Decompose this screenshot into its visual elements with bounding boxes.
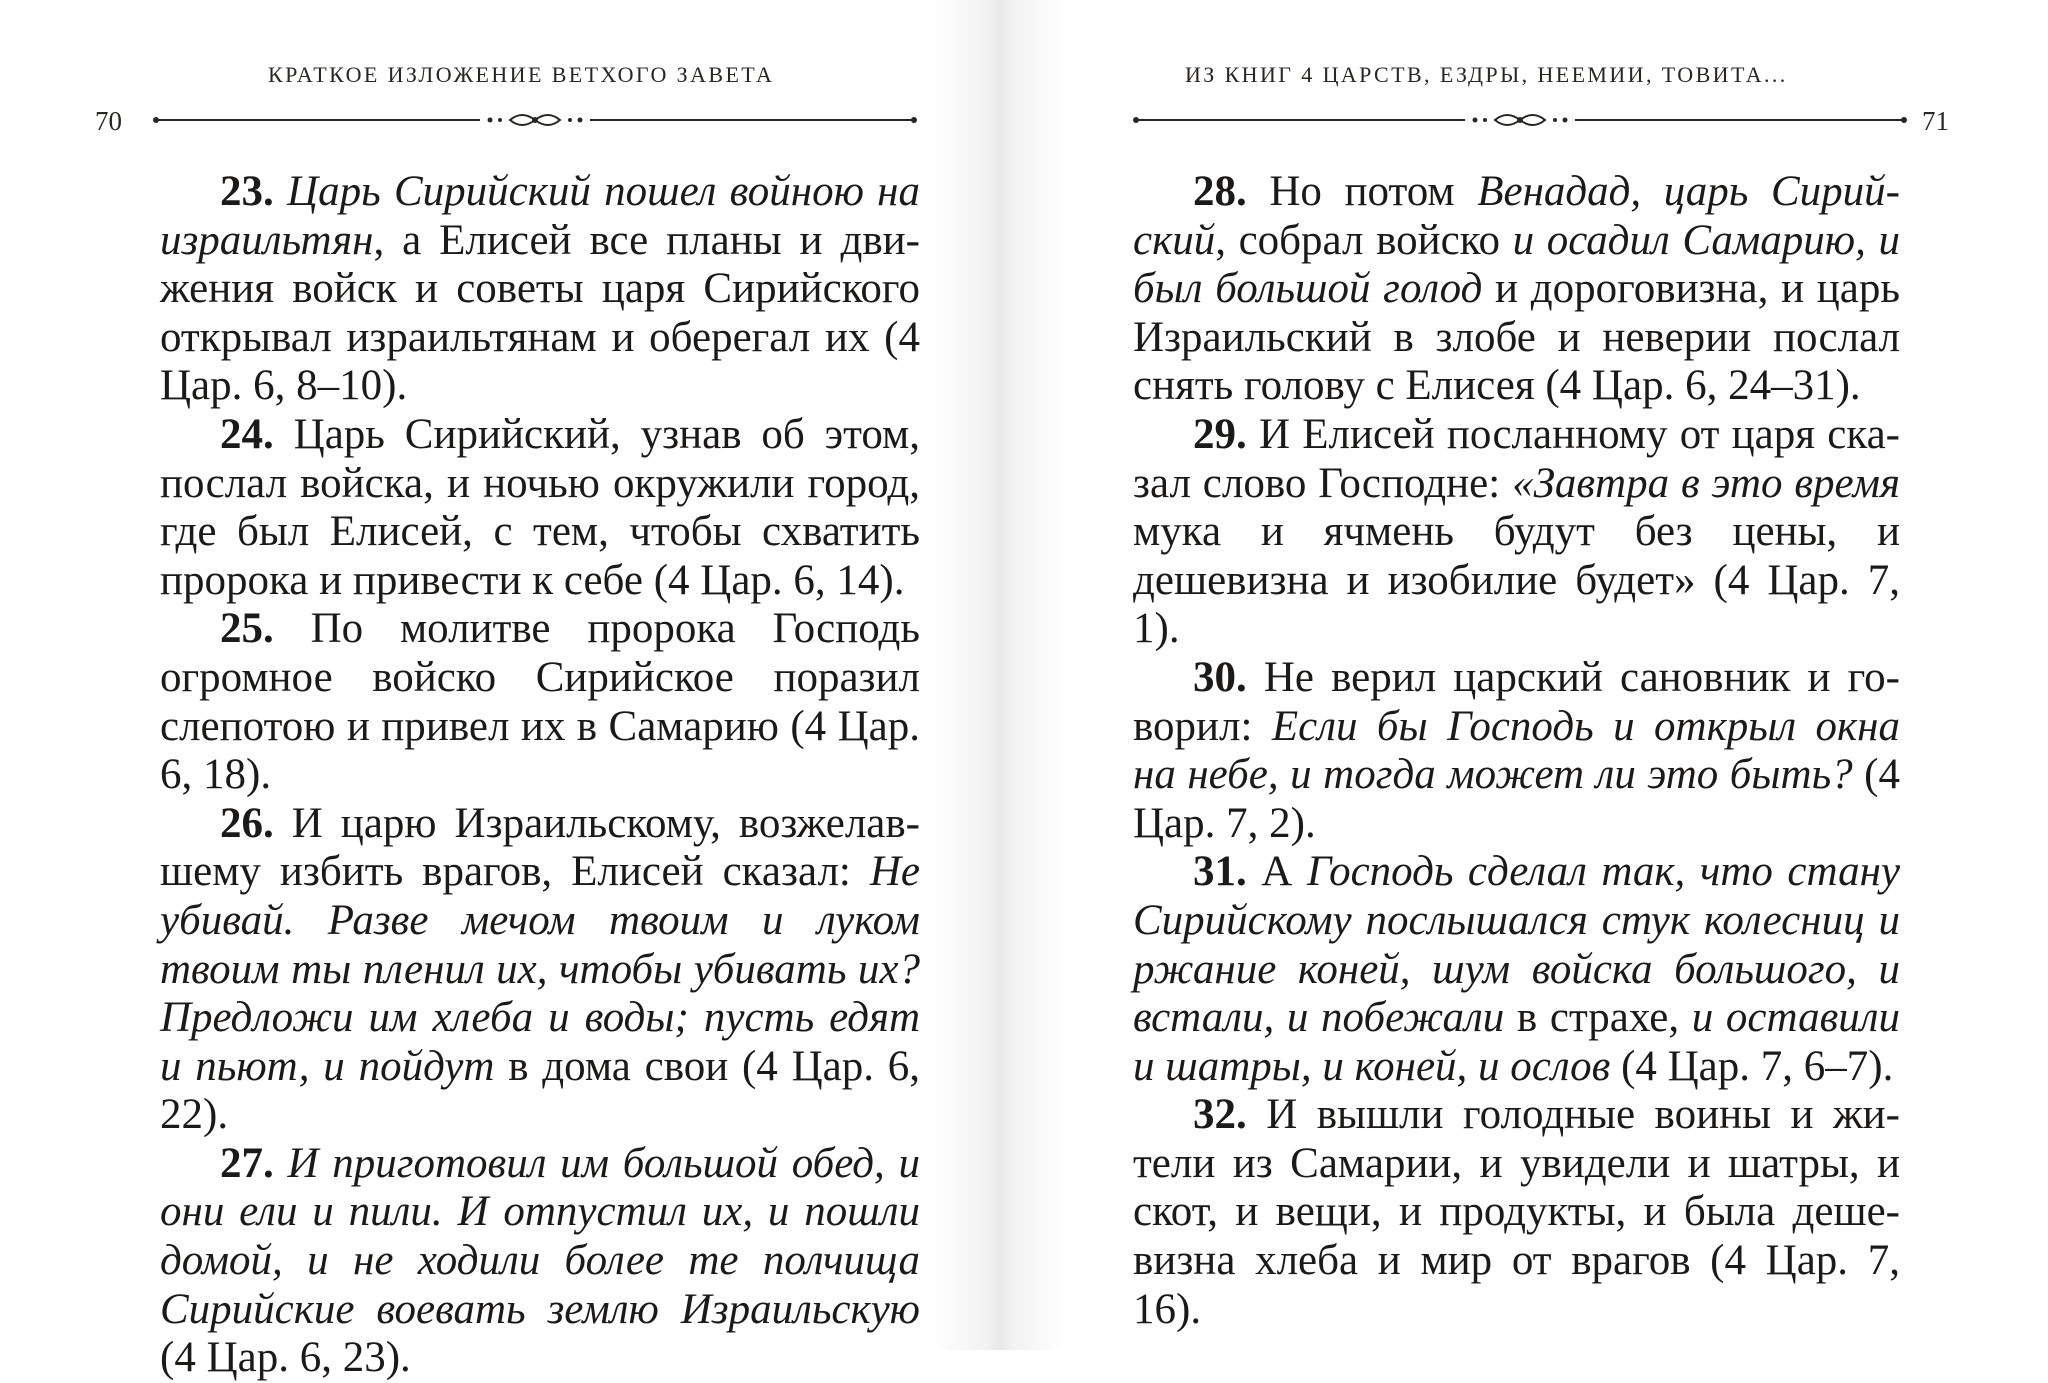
verse-text-italic: Царь Сирийский пошел войною на израильтян — [160, 168, 921, 264]
verse-number: 32. — [1193, 1091, 1247, 1139]
left-page — [0, 0, 1000, 1382]
page-number: 70 — [95, 106, 122, 136]
verse-text: мука и ячмень будут без цены, и дешевизна и изобилие будет» (4 Цар. 7, 1). — [1133, 508, 1900, 653]
verse-text-italic: и осадил Самарию, и был большой голод — [1133, 216, 1900, 313]
verse-paragraph — [1133, 1091, 1900, 1334]
running-header: ИЗ КНИГ 4 ЦАРСТВ, ЕЗДРЫ, НЕЕМИИ, ТОВИТА... — [1185, 62, 1788, 87]
verse-paragraph — [1133, 848, 1900, 1091]
verse-paragraph — [160, 605, 920, 799]
verse-number: 30. — [1193, 653, 1247, 701]
verse-text: И вышли голодные воины и жители из Самарии, и увидели и шатры, и скот, и вещи, и продукты, и была дешевизна хлеба и мир от врагов (4 Цар. 7, 16). — [1133, 1091, 1900, 1333]
verse-paragraph — [1133, 168, 1900, 411]
verse-text: и дороговизна, и царь Израильский в злобе и неверии послал снять голову с Елисея (4 Цар. 6, 24–31). — [1133, 265, 1900, 410]
verse-text: Но потом — [1246, 168, 1478, 215]
verse-paragraph — [160, 168, 920, 411]
verse-text: (4 Цар. 6, 23). — [160, 1334, 411, 1382]
verse-text: , а Елисей все планы и движения войск и советы царя Сирийского открывал израильтянам и оберегал их (4 Цар. 6, 8–10). — [160, 216, 920, 410]
verse-number: 27. — [220, 1139, 274, 1187]
verse-text: По молитве пророка Господь огромное войско Сирийское поразил слепотою и привел их в Самарию (4 Цар. 6, 18). — [160, 605, 920, 799]
right-page — [1000, 0, 2048, 1350]
verse-text-italic: Если бы Господь и открыл окна на небе, и тогда может ли это быть? — [1133, 702, 1900, 799]
right-text-block — [1133, 168, 1900, 1334]
verse-number: 28. — [1193, 168, 1247, 215]
verse-text-italic: Венадад, царь Сирийский — [1133, 168, 1900, 264]
verse-text: Царь Сирийский, узнав об этом, послал войска, и ночью окружили город, где был Елисей, с тем, чтобы схватить пророка и привести к себе (4 Цар. 6, 14). — [160, 410, 920, 604]
verse-text: И Елисей посланному от царя сказал слово Господне: — [1133, 410, 1900, 507]
verse-number: 24. — [220, 410, 274, 458]
verse-number: 29. — [1193, 410, 1247, 458]
verse-text: в страхе, — [1504, 994, 1692, 1042]
verse-paragraph — [160, 1140, 920, 1383]
verse-text-italic: и оставили и шатры, и коней, и ослов — [1133, 994, 1900, 1090]
verse-text: А — [1246, 848, 1307, 896]
running-header: КРАТКОЕ ИЗЛОЖЕНИЕ ВЕТХОГО ЗАВЕТА — [268, 62, 775, 87]
verse-number: 23. — [220, 168, 274, 215]
verse-text-italic: И приготовил им большой обед, и они ели и пили. И отпустил их, и пошли домой, и не ходили более те полчища Сирийские воевать землю Израильскую — [160, 1139, 920, 1333]
page-number: 71 — [1922, 106, 1949, 136]
ornament-rule — [150, 108, 920, 132]
verse-paragraph — [1133, 654, 1900, 848]
verse-text: (4 Цар. 7, 2). — [1133, 751, 1900, 847]
verse-text-italic: Господь сделал так, что стану Сирийскому послышался стук колесниц и ржание коней, шум войска большого, и встали, и побежали — [1133, 848, 1900, 1042]
verse-text-italic: Не убивай. Разве мечом твоим и луком твоим ты пленил их, чтобы убивать их? Предложи им хлеба и воды; пусть едят и пьют, и пойдут — [160, 848, 920, 1090]
verse-text: И царю Израильскому, возжелавшему избить врагов, Елисей сказал: — [160, 799, 920, 896]
verse-text: в дома свои (4 Цар. 6, 22). — [160, 1042, 920, 1139]
verse-text-italic: «Завтра в это время — [1512, 459, 1900, 507]
ornament-rule — [1130, 108, 1910, 132]
verse-paragraph — [160, 800, 920, 1140]
verse-number: 31. — [1193, 848, 1247, 896]
verse-paragraph — [1133, 411, 1900, 654]
verse-text — [274, 168, 287, 215]
verse-text — [274, 1140, 288, 1187]
verse-text: (4 Цар. 7, 6–7). — [1610, 1042, 1894, 1090]
verse-paragraph — [160, 411, 920, 605]
verse-text: , собрал войско — [1215, 216, 1513, 264]
verse-number: 25. — [220, 605, 274, 653]
left-text-block — [160, 168, 920, 1383]
verse-text: Не верил царский сановник и говорил: — [1133, 653, 1900, 750]
verse-number: 26. — [220, 799, 274, 847]
